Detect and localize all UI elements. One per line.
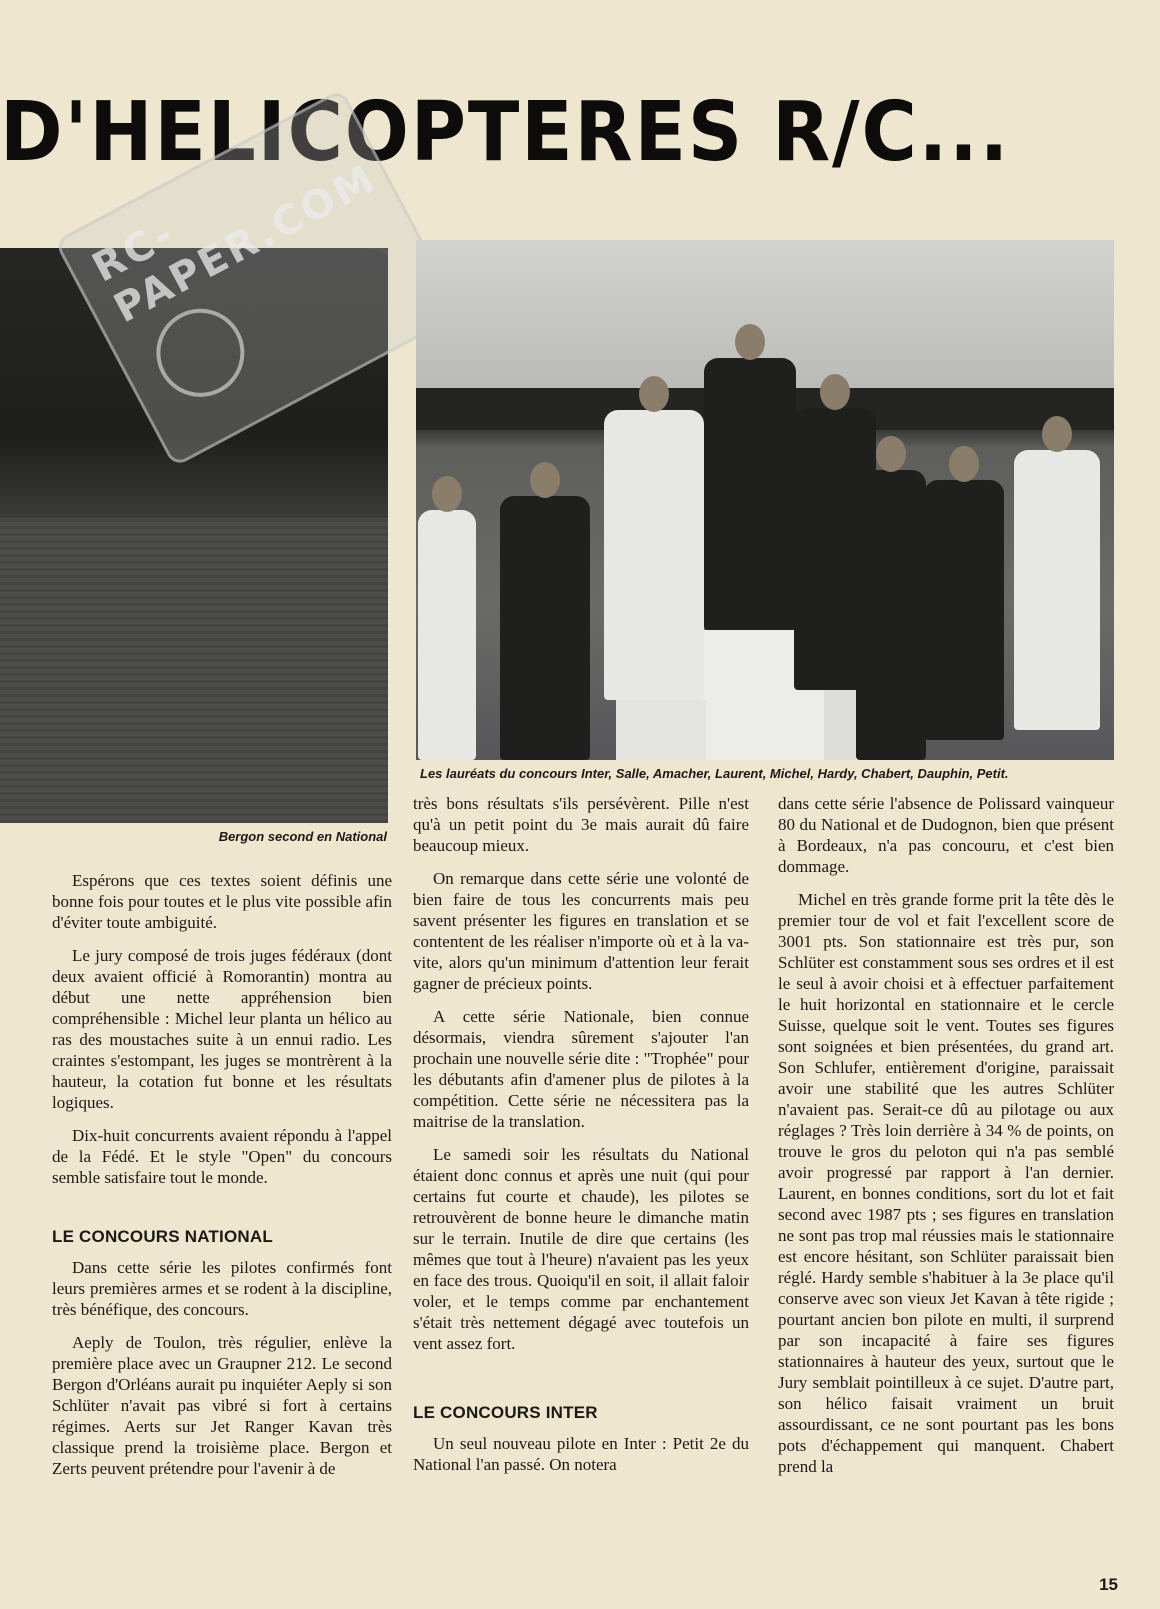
person-figure	[500, 496, 590, 760]
photo-grass-field	[0, 518, 388, 823]
page-number: 15	[1099, 1575, 1118, 1594]
paragraph: très bons résultats s'ils persévèrent. Pille n'est qu'à un petit point du 3e mais aurait dû faire beaucoup mieux.	[413, 794, 749, 855]
paragraph: Un seul nouveau pilote en Inter : Petit 2e du National l'an passé. On notera	[413, 1434, 749, 1474]
headline: D'HELICOPTERES R/C...	[0, 85, 1011, 180]
text-column-1	[52, 870, 392, 1491]
person-figure	[924, 480, 1004, 740]
paragraph: Espérons que ces textes soient définis une bonne fois pour toutes et le plus vite possible afin d'éviter toute ambiguité.	[52, 871, 392, 932]
person-figure	[704, 358, 796, 630]
text-column-3	[778, 793, 1114, 1489]
person-figure	[418, 510, 476, 760]
paragraph: Dix-huit concurrents avaient répondu à l'appel de la Fédé. Et le style "Open" du concours semble satisfaire tout le monde.	[52, 1126, 392, 1187]
caption-left-photo: Bergon second en National	[218, 829, 387, 844]
watermark-text: RC-PAPER.COM	[85, 155, 385, 333]
person-figure	[856, 470, 926, 760]
text-column-2	[413, 793, 749, 1487]
person-figure	[1014, 450, 1100, 730]
section-heading-national: LE CONCOURS NATIONAL	[52, 1227, 273, 1246]
person-figure	[604, 410, 704, 700]
paragraph: On remarque dans cette série une volonté de bien faire de tous les concurrents mais peu savent présenter les figures en translation et se contentent de les réaliser n'importe où et à la va-vite, alors qu'un minimum d'attention leur ferait gagner de précieux points.	[413, 869, 749, 993]
section-heading-inter: LE CONCOURS INTER	[413, 1403, 598, 1422]
caption-right-photo: Les lauréats du concours Inter, Salle, Amacher, Laurent, Michel, Hardy, Chabert, Dauphin, Petit.	[420, 766, 1009, 781]
paragraph: Michel en très grande forme prit la tête dès le premier tour de vol et fait l'excellent score de 3001 pts. Son stationnaire est très pur, son Schlüter est constamment sous ses ordres et il est le seul à avoir choisi et à effectuer parfaitement le huit horizontal en stationnaire et le cercle Suisse, quelque soit le vent. Toutes ses figures sont soignées et bien présentées, du grand art. Son Schlufer, entièrement d'origine, paraissait avoir une stabilité que les autres Schlüter n'avaient pas. Serait-ce dû au pilotage ou aux réglages ? Très loin derrière à 34 % de points, on trouve le gros du peloton qui n'a pas semblé avoir progressé par rapport à l'an dernier. Laurent, en bonnes conditions, sort du lot et fait second avec 1987 pts ; ses figures en translation ne sont pas trop mal réussies mais le stationnaire est encore hésitant, son Schlüter paraissait bien réglé. Hardy semble s'habituer à la 3e place qu'il conserve avec son vieux Jet Kavan à tête rigide ; pourtant ancien bon pilote en multi, il surprend par son incapacité à faire ses figures stationnaires à hauteur des yeux, surtout que le Jury semblait pointilleux à ce sujet. D'autre part, son hélico faisait vraiment un bruit assourdissant, ce ne sont pourtant pas les bons pots d'échappement qui manquent. Chabert prend la	[778, 890, 1114, 1476]
paragraph: Le samedi soir les résultats du National étaient donc connus et après une nuit (qui pour certains fut courte et chaude), les pilotes se retrouvèrent de bonne heure le dimanche matin sur le terrain. Inutile de dire que certains (les mêmes que tout à l'heure) n'avaient pas les yeux en face des trous. Quoiqu'il en soit, il allait faloir voler, et le temps comme par enchantement s'était très nettement dégagé avec toutefois un vent assez fort.	[413, 1145, 749, 1353]
paragraph: Le jury composé de trois juges fédéraux (dont deux avaient officié à Romorantin) montra au début une nette appréhension bien compréhensible : Michel leur planta un hélico au ras des moustaches suite à un ennui radio. Les craintes s'estompant, les juges se montrèrent à la hauteur, la cotation fut bonne et les résultats logiques.	[52, 946, 392, 1112]
photo-laureates-podium	[416, 240, 1114, 760]
paragraph: Dans cette série les pilotes confirmés font leurs premières armes et se rodent à la discipline, très bénéfique, des concours.	[52, 1258, 392, 1319]
paragraph: dans cette série l'absence de Polissard vainqueur 80 du National et de Dudognon, bien que présent à Bordeaux, n'a pas concouru, et c'est bien dommage.	[778, 794, 1114, 876]
paragraph: A cette série Nationale, bien connue désormais, viendra sûrement s'ajouter l'an prochain une nouvelle série dite : "Trophée" pour les débutants afin d'amener plus de pilotes à la compétition. Cette série ne nécessitera pas la maitrise de la translation.	[413, 1007, 749, 1131]
paragraph: Aeply de Toulon, très régulier, enlève la première place avec un Graupner 212. Le second Bergon d'Orléans aurait pu inquiéter Aeply si son Schlüter n'avait pas vibré si fort à certains régimes. Aerts sur Jet Ranger Kavan très classique prend la troisième place. Bergon et Zerts peuvent prétendre pour l'avenir à de	[52, 1333, 392, 1478]
podium-second	[616, 700, 706, 760]
